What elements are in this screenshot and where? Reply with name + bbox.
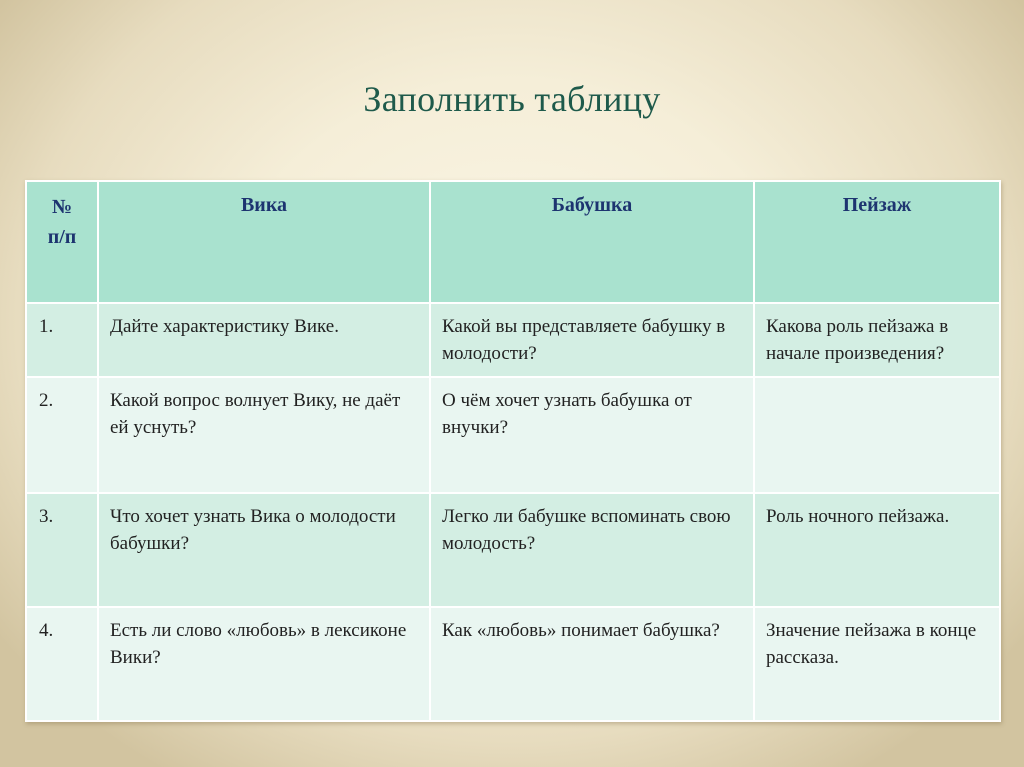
table-row [26,377,1000,493]
peyzazh-cell [754,377,1000,493]
table-row [26,607,1000,721]
row-number-cell: 4. [26,607,98,721]
slide-title: Заполнить таблицу [363,79,661,119]
header-number-line1: № [51,196,73,218]
babushka-cell: О чём хочет узнать бабушка от внучки? [430,377,754,493]
header-number [26,181,98,303]
header-vika: Вика [98,181,430,303]
table-row [26,493,1000,607]
row-number-cell: 3. [26,493,98,607]
row-number-cell: 2. [26,377,98,493]
vika-cell: Есть ли слово «любовь» в лексиконе Вики? [98,607,430,721]
table-row [26,303,1000,377]
header-number-line2: п/п [47,226,77,248]
header-peyzazh: Пейзаж [754,181,1000,303]
table-header-row [26,181,1000,303]
babushka-cell: Легко ли бабушке вспоминать свою молодость? [430,493,754,607]
peyzazh-cell: Какова роль пейзажа в начале произведения? [754,303,1000,377]
header-babushka: Бабушка [430,181,754,303]
vika-cell: Дайте характеристику Вике. [98,303,430,377]
babushka-cell: Как «любовь» понимает бабушка? [430,607,754,721]
babushka-cell: Какой вы представляете бабушку в молодости? [430,303,754,377]
peyzazh-cell: Роль ночного пейзажа. [754,493,1000,607]
questions-table [25,180,1001,722]
row-number-cell: 1. [26,303,98,377]
vika-cell: Какой вопрос волнует Вику, не даёт ей уснуть? [98,377,430,493]
vika-cell: Что хочет узнать Вика о молодости бабушки? [98,493,430,607]
peyzazh-cell: Значение пейзажа в конце рассказа. [754,607,1000,721]
